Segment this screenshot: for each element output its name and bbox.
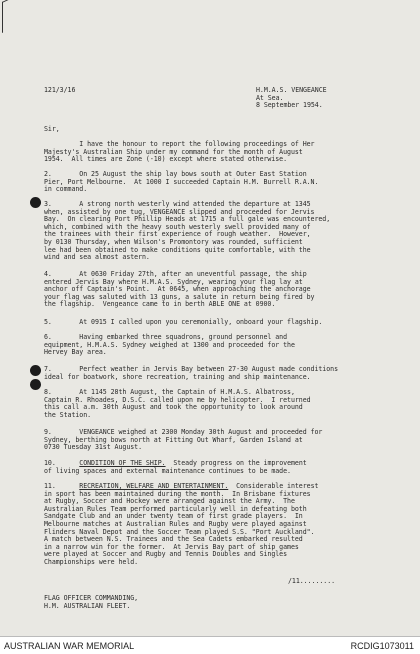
paragraph-1: I have the honour to report the following proceedings of Her Majesty's Australian Ship under my command for the month of August 1954. All times are Zone (-10) except where stated otherwise.: [44, 140, 315, 164]
paragraph-7: 7. Perfect weather in Jervis Bay between 27-30 August made conditions ideal for boatwork, shore recreation, training and ship maintenance.: [44, 365, 338, 381]
paragraph-6: 6. Having embarked three squadrons, ground personnel and equipment, H.M.A.S. Sydney weighed at 1300 and proceeded for the Hervey Bay area.: [44, 333, 295, 357]
ship-name: H.M.A.S. VENGEANCE: [256, 86, 327, 94]
archive-footer: [0, 636, 420, 654]
date: 8 September 1954.: [256, 101, 323, 110]
continuation-mark: /11.........: [288, 577, 336, 585]
paragraph-10: [44, 460, 307, 475]
paragraph-10-heading: CONDITION OF THE SHIP.: [79, 459, 166, 467]
paragraph-10-number: 10.: [44, 459, 56, 467]
paragraph-4: 4. At 0630 Friday 27th, after an uneventful passage, the ship entered Jervis Bay where H.M.A.S. Sydney, wearing your flag lay at anchor off Captain's Point. At 0645, when approaching the anchorage your flag was saluted with 13 guns, a salute in return being fired by the flagship. Vengeance came to in berth ABLE ONE at 0900.: [44, 270, 315, 309]
page-corner-mark: [2, 0, 65, 33]
paragraph-8: 8. At 1145 28th August, the Captain of H.M.A.S. Albatross, Captain R. Rhoades, D.S.C. called upon me by helicopter. I returned this call a.m. 30th August and took the opportunity to look around the Station.: [44, 388, 311, 419]
addressee: [44, 595, 138, 610]
punch-hole: [30, 365, 41, 376]
paragraph-11-heading: RECREATION, WELFARE AND ENTERTAINMENT.: [79, 482, 229, 490]
location: At Sea.: [256, 93, 284, 102]
paragraph-9: 9. VENGEANCE weighed at 2300 Monday 30th August and proceeded for Sydney, berthing bows north at Fitting Out Wharf, Garden Island at 0730 Tuesday 31st August.: [44, 428, 323, 452]
addressee-line-2: H.M. AUSTRALIAN FLEET.: [44, 601, 131, 610]
paragraph-2: 2. On 25 August the ship lay bows south at Outer East Station Pier, Port Melbourne. At 1000 I succeeded Captain H.M. Burrell R.A.N. in command.: [44, 170, 319, 194]
addressee-line-1: FLAG OFFICER COMMANDING,: [44, 594, 139, 602]
paragraph-5: 5. At 0915 I called upon you ceremonially, onboard your flagship.: [44, 318, 323, 326]
salutation: Sir,: [44, 125, 60, 133]
file-reference: 121/3/16: [44, 86, 76, 94]
paragraph-11-text: Considerable interest in sport has been maintained during the month. In Brisbane fixtures at Rugby, Soccer and Hockey were arranged against the Army. The Australian Rules Team performed particularly well in defeating both Sandgate Club and an under twenty team of first grade players. In Melbourne matches at Australian Rules and Rugby were played against Flinders Naval Depot and the Soccer Team played S.S. "Port Auckland". A match between N.S. Trainees and the Sea Cadets embarked resulted in a narrow win for the former. At Jervis Bay part of ship games were played at Soccer and Rugby and Tennis Doubles and Singles Championships were held.: [44, 482, 319, 566]
punch-hole: [30, 197, 41, 208]
record-id: RCDIG1073011: [350, 641, 414, 651]
paragraph-11-number: 11.: [44, 482, 56, 490]
paragraph-3: 3. A strong north westerly wind attended the departure at 1345 when, assisted by one tug, VENGEANCE slipped and proceeded for Jervis Bay. On clearing Port Phillip Heads at 1715 a full gale was encountered, which, combined with the heavy south westerly swell provided many of the trainees with their first experience of rough weather. However, by 0130 Thursday, when Wilson's Promontory was rounded, sufficient lee had been obtained to make conditions quite comfortable, with the wind and sea almost astern.: [44, 200, 331, 262]
paragraph-11: [44, 483, 318, 567]
punch-hole: [30, 379, 41, 390]
paragraph-10-text: Steady progress on the improvement of living spaces and external maintenance continues to be made.: [44, 459, 307, 475]
archive-name: AUSTRALIAN WAR MEMORIAL: [4, 641, 135, 651]
letter-header: [256, 87, 327, 110]
